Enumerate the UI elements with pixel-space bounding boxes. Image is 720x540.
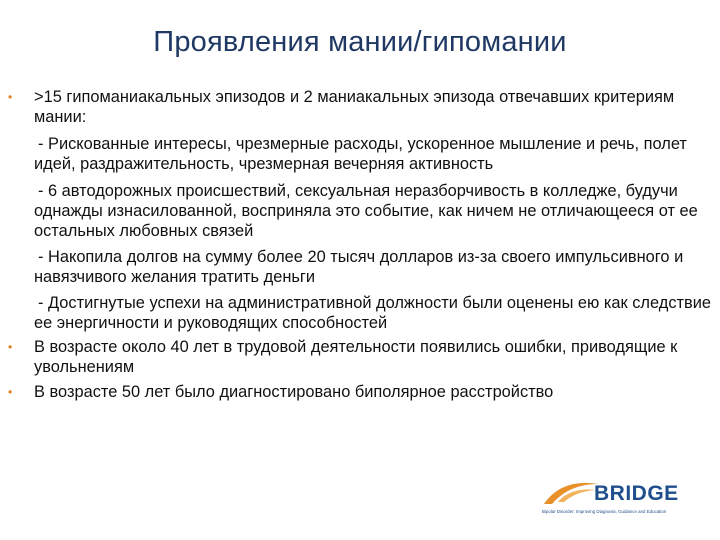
bullet-text: В возрасте 50 лет было диагностировано биполярное расстройство (34, 383, 554, 401)
bullet-item-1 (8, 87, 714, 333)
slide-title: Проявления мании/гипомании (153, 26, 567, 58)
bullet-item-2 (8, 337, 714, 377)
bullet-item-3 (8, 382, 714, 402)
bridge-logo (542, 478, 710, 534)
sub-item: - 6 автодорожных происшествий, сексуальная неразборчивость в колледже, будучи однажды изнасилованной, восприняла это событие, как ничем не отличающееся от ее остальных любовных связей (34, 182, 698, 240)
sub-item: - Рискованные интересы, чрезмерные расходы, ускоренное мышление и речь, полет идей, раздражительность, чрезмерная вечерняя активность (34, 135, 687, 173)
logo-wordmark: BRIDGE (594, 482, 679, 505)
swoosh-logo-icon (542, 478, 602, 508)
bullet-icon: • (8, 340, 13, 354)
bullet-list (8, 87, 714, 402)
bullet-text: >15 гипоманиакальных эпизодов и 2 маниакальных эпизода отвечавших критериям мании: (34, 88, 675, 126)
bullet-text: В возрасте около 40 лет в трудовой деятельности появились ошибки, приводящие к увольнениям (34, 338, 678, 376)
sub-item: - Достигнутые успехи на административной должности были оценены ею как следствие ее энергичности и руководящих способностей (34, 294, 711, 332)
logo-tagline: Bipolar Disorder: Improving Diagnosis, Guidance and Education (542, 509, 667, 514)
bullet-icon: • (8, 385, 13, 399)
sub-item: - Накопила долгов на сумму более 20 тысяч долларов из-за своего импульсивного и навязчивого желания тратить деньги (34, 248, 684, 286)
bullet-icon: • (8, 90, 13, 104)
